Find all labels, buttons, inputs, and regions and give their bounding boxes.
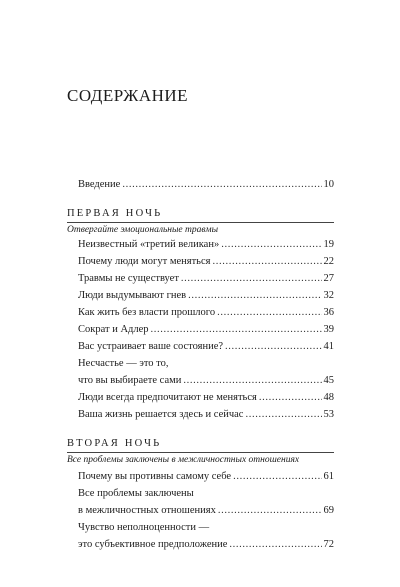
toc-entry-label: Люди всегда предпочитают не меняться: [78, 392, 257, 403]
toc-entry[interactable]: [78, 254, 334, 270]
toc-entry[interactable]: [78, 469, 334, 485]
toc-entry-label: Вас устраивает ваше состояние?: [78, 341, 224, 352]
section-subtitle-first-night: Отвергайте эмоциональные травмы: [67, 225, 219, 235]
dot-leader: [221, 237, 321, 253]
dot-leader: [218, 503, 322, 519]
toc-entry-label: что вы выбираете сами: [78, 375, 182, 386]
toc-entry[interactable]: [78, 305, 334, 321]
toc-entry[interactable]: [78, 390, 334, 406]
toc-entry-page: 19: [323, 239, 334, 250]
toc-entry-label: Введение: [78, 179, 121, 190]
toc-entry[interactable]: [78, 237, 334, 253]
toc-entry-label: Почему вы противны самому себе: [78, 471, 232, 482]
toc-entry-page: 61: [323, 471, 334, 482]
toc-entry-label: Сократ и Адлер: [78, 324, 149, 335]
dot-leader: [259, 390, 322, 406]
toc-entry-line1: Все проблемы заключены: [78, 488, 194, 499]
dot-leader: [212, 254, 321, 270]
toc-entry-page: 10: [323, 179, 334, 190]
toc-entry-label: Люди выдумывают гнев: [78, 290, 187, 301]
toc-entry-label: Как жить без власти прошлого: [78, 307, 216, 318]
toc-entry-page: 39: [323, 324, 334, 335]
toc-entry-page: 27: [323, 273, 334, 284]
dot-leader: [233, 469, 321, 485]
toc-entry[interactable]: [78, 407, 334, 423]
toc-entry-intro[interactable]: [78, 177, 334, 193]
dot-leader: [225, 339, 321, 355]
toc-entry-label: Неизвестный «третий великан»: [78, 239, 220, 250]
toc-entry-label: Травмы не существует: [78, 273, 179, 284]
toc-entry[interactable]: [78, 322, 334, 338]
toc-entry-page: 72: [323, 539, 334, 550]
section-heading-first-night: ПЕРВАЯ НОЧЬ: [67, 208, 163, 219]
dot-leader: [229, 537, 321, 553]
toc-entry-page: 53: [323, 409, 334, 420]
dot-leader: [151, 322, 322, 338]
toc-entry[interactable]: [78, 271, 334, 287]
toc-entry[interactable]: [78, 373, 334, 389]
section-subtitle-second-night: Все проблемы заключены в межличностных отношениях: [67, 455, 300, 465]
toc-entry-label: Почему люди могут меняться: [78, 256, 211, 267]
toc-entry-page: 45: [323, 375, 334, 386]
dot-leader: [217, 305, 321, 321]
toc-entry-page: 36: [323, 307, 334, 318]
toc-entry-label: в межличностных отношениях: [78, 505, 216, 516]
toc-entry-label: это субъективное предположение: [78, 539, 228, 550]
dot-leader: [188, 288, 321, 304]
toc-entry[interactable]: [78, 339, 334, 355]
toc-entry-label: Ваша жизнь решается здесь и сейчас: [78, 409, 244, 420]
toc-entry-line1: Несчастье — это то,: [78, 358, 169, 369]
section-heading-second-night: ВТОРАЯ НОЧЬ: [67, 438, 162, 449]
toc-entry-page: 69: [323, 505, 334, 516]
toc-entry-page: 48: [323, 392, 334, 403]
dot-leader: [181, 271, 322, 287]
toc-entry-line1: Чувство неполноценности —: [78, 522, 210, 533]
toc-entry[interactable]: [78, 503, 334, 519]
toc-entry[interactable]: [78, 537, 334, 553]
dot-leader: [245, 407, 321, 423]
section-divider: [67, 452, 334, 453]
toc-entry-page: 22: [323, 256, 334, 267]
toc-entry[interactable]: [78, 288, 334, 304]
dot-leader: [122, 177, 321, 193]
section-divider: [67, 222, 334, 223]
toc-entry-page: 32: [323, 290, 334, 301]
page-title: СОДЕРЖАНИЕ: [67, 86, 189, 105]
toc-entry-page: 41: [323, 341, 334, 352]
dot-leader: [183, 373, 321, 389]
